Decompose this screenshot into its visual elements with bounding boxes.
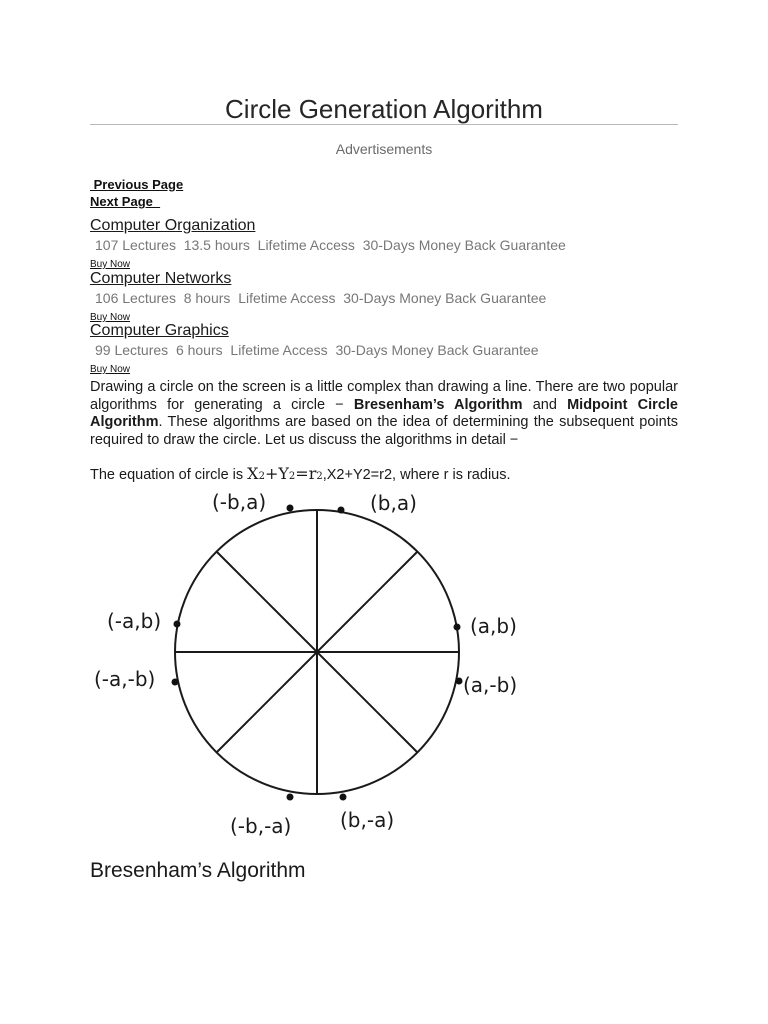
- equation-r: r: [308, 464, 317, 483]
- equation-suffix: ,X2+Y2=r2, where r is radius.: [322, 467, 511, 483]
- point-label: (a,b): [470, 614, 517, 638]
- equation-equals: =: [295, 464, 309, 483]
- course-meta: 99 Lectures 6 hours Lifetime Access 30-Days Money Back Guarantee: [95, 342, 539, 358]
- point-label: (b,-a): [340, 808, 395, 832]
- octant-point: [340, 794, 347, 801]
- buy-now-link[interactable]: Buy Now: [90, 312, 131, 323]
- buy-now-link[interactable]: Buy Now: [90, 364, 131, 375]
- course-title-link[interactable]: Computer Networks: [90, 270, 232, 287]
- point-label: (-b,a): [212, 490, 267, 514]
- bresenham-term: Bresenham’s Algorithm: [353, 396, 523, 413]
- course-title-link[interactable]: Computer Organization: [90, 217, 256, 234]
- page-title: Circle Generation Algorithm: [225, 94, 543, 124]
- equation-math: [247, 464, 323, 483]
- octant-point: [454, 624, 461, 631]
- intro-text: and: [522, 396, 568, 413]
- equation-r-exponent: 2: [316, 471, 323, 482]
- course-card-computer-graphics: [90, 321, 690, 377]
- previous-page-link[interactable]: Previous Page: [90, 177, 184, 192]
- equation-y-exponent: 2: [288, 471, 296, 482]
- circle-equation-line: [90, 464, 690, 483]
- course-card-computer-networks: [90, 269, 690, 325]
- equation-plus: +: [264, 464, 279, 483]
- octant-point: [172, 679, 179, 686]
- intro-text: Drawing a circle on the screen is a little complex than drawing a line. There are two popular algorithms for generating a circle −: [90, 379, 678, 413]
- octant-point: [338, 507, 345, 514]
- buy-now-link[interactable]: Buy Now: [90, 259, 131, 270]
- octant-point: [174, 621, 181, 628]
- equation-prefix: The equation of circle is: [90, 467, 248, 483]
- octant-point: [287, 505, 294, 512]
- course-card-computer-organization: [90, 216, 690, 272]
- equation-x-exponent: 2: [258, 471, 265, 482]
- section-heading-bresenham: Bresenham’s Algorithm: [90, 859, 306, 882]
- course-title-link[interactable]: Computer Graphics: [90, 322, 229, 339]
- octant-point: [456, 678, 463, 685]
- equation-x: X: [247, 464, 259, 483]
- point-label: (a,-b): [463, 673, 518, 697]
- point-label: (-a,b): [107, 609, 162, 633]
- next-page-link[interactable]: Next Page: [90, 194, 161, 209]
- title-divider: [90, 124, 678, 125]
- point-label: (-b,-a): [230, 814, 292, 838]
- intro-paragraph: [90, 379, 678, 449]
- octant-point: [287, 794, 294, 801]
- course-meta: 107 Lectures 13.5 hours Lifetime Access 30-Days Money Back Guarantee: [95, 237, 566, 253]
- circle-symmetry-diagram: [90, 486, 540, 842]
- course-meta: 106 Lectures 8 hours Lifetime Access 30-Days Money Back Guarantee: [95, 290, 547, 306]
- midpoint-term: Midpoint Circle Algorithm: [90, 396, 678, 430]
- intro-text: . These algorithms are based on the idea of determining the subsequent points required to draw the circle. Let us discuss the algorithms in detail −: [90, 414, 678, 448]
- point-label: (b,a): [370, 491, 417, 515]
- advertisements-label: Advertisements: [335, 141, 433, 157]
- point-label: (-a,-b): [94, 667, 156, 691]
- equation-y: Y: [278, 464, 289, 483]
